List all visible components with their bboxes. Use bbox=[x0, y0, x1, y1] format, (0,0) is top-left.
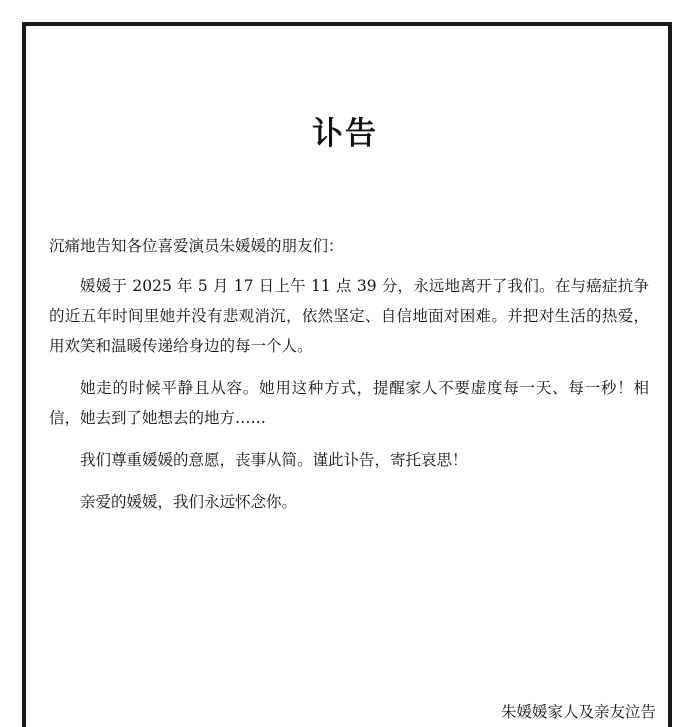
paragraph-4: 亲爱的媛媛，我们永远怀念你。 bbox=[80, 493, 298, 511]
paragraph-2: 她走的时候平静且从容。她用这种方式，提醒家人不要虚度每一天、每一秒！相信，她去到了她想去的地方…… bbox=[49, 379, 649, 427]
paragraph-1: 媛媛于 2025 年 5 月 17 日上午 11 点 39 分，永远地离开了我们。在与癌症抗争的近五年时间里她并没有悲观消沉，依然坚定、自信地面对困难。并把对生活的热爱，用欢笑和温暖传递给身边的每一个人。 bbox=[49, 277, 649, 355]
notice-body bbox=[49, 231, 649, 529]
signature: 朱媛媛家人及亲友泣告 bbox=[500, 703, 656, 721]
paragraph-3: 我们尊重媛媛的意愿，丧事从简。谨此讣告，寄托哀思！ bbox=[80, 451, 468, 469]
salutation: 沉痛地告知各位喜爱演员朱媛媛的朋友们： bbox=[49, 237, 344, 255]
notice-title: 讣告 bbox=[312, 116, 378, 152]
